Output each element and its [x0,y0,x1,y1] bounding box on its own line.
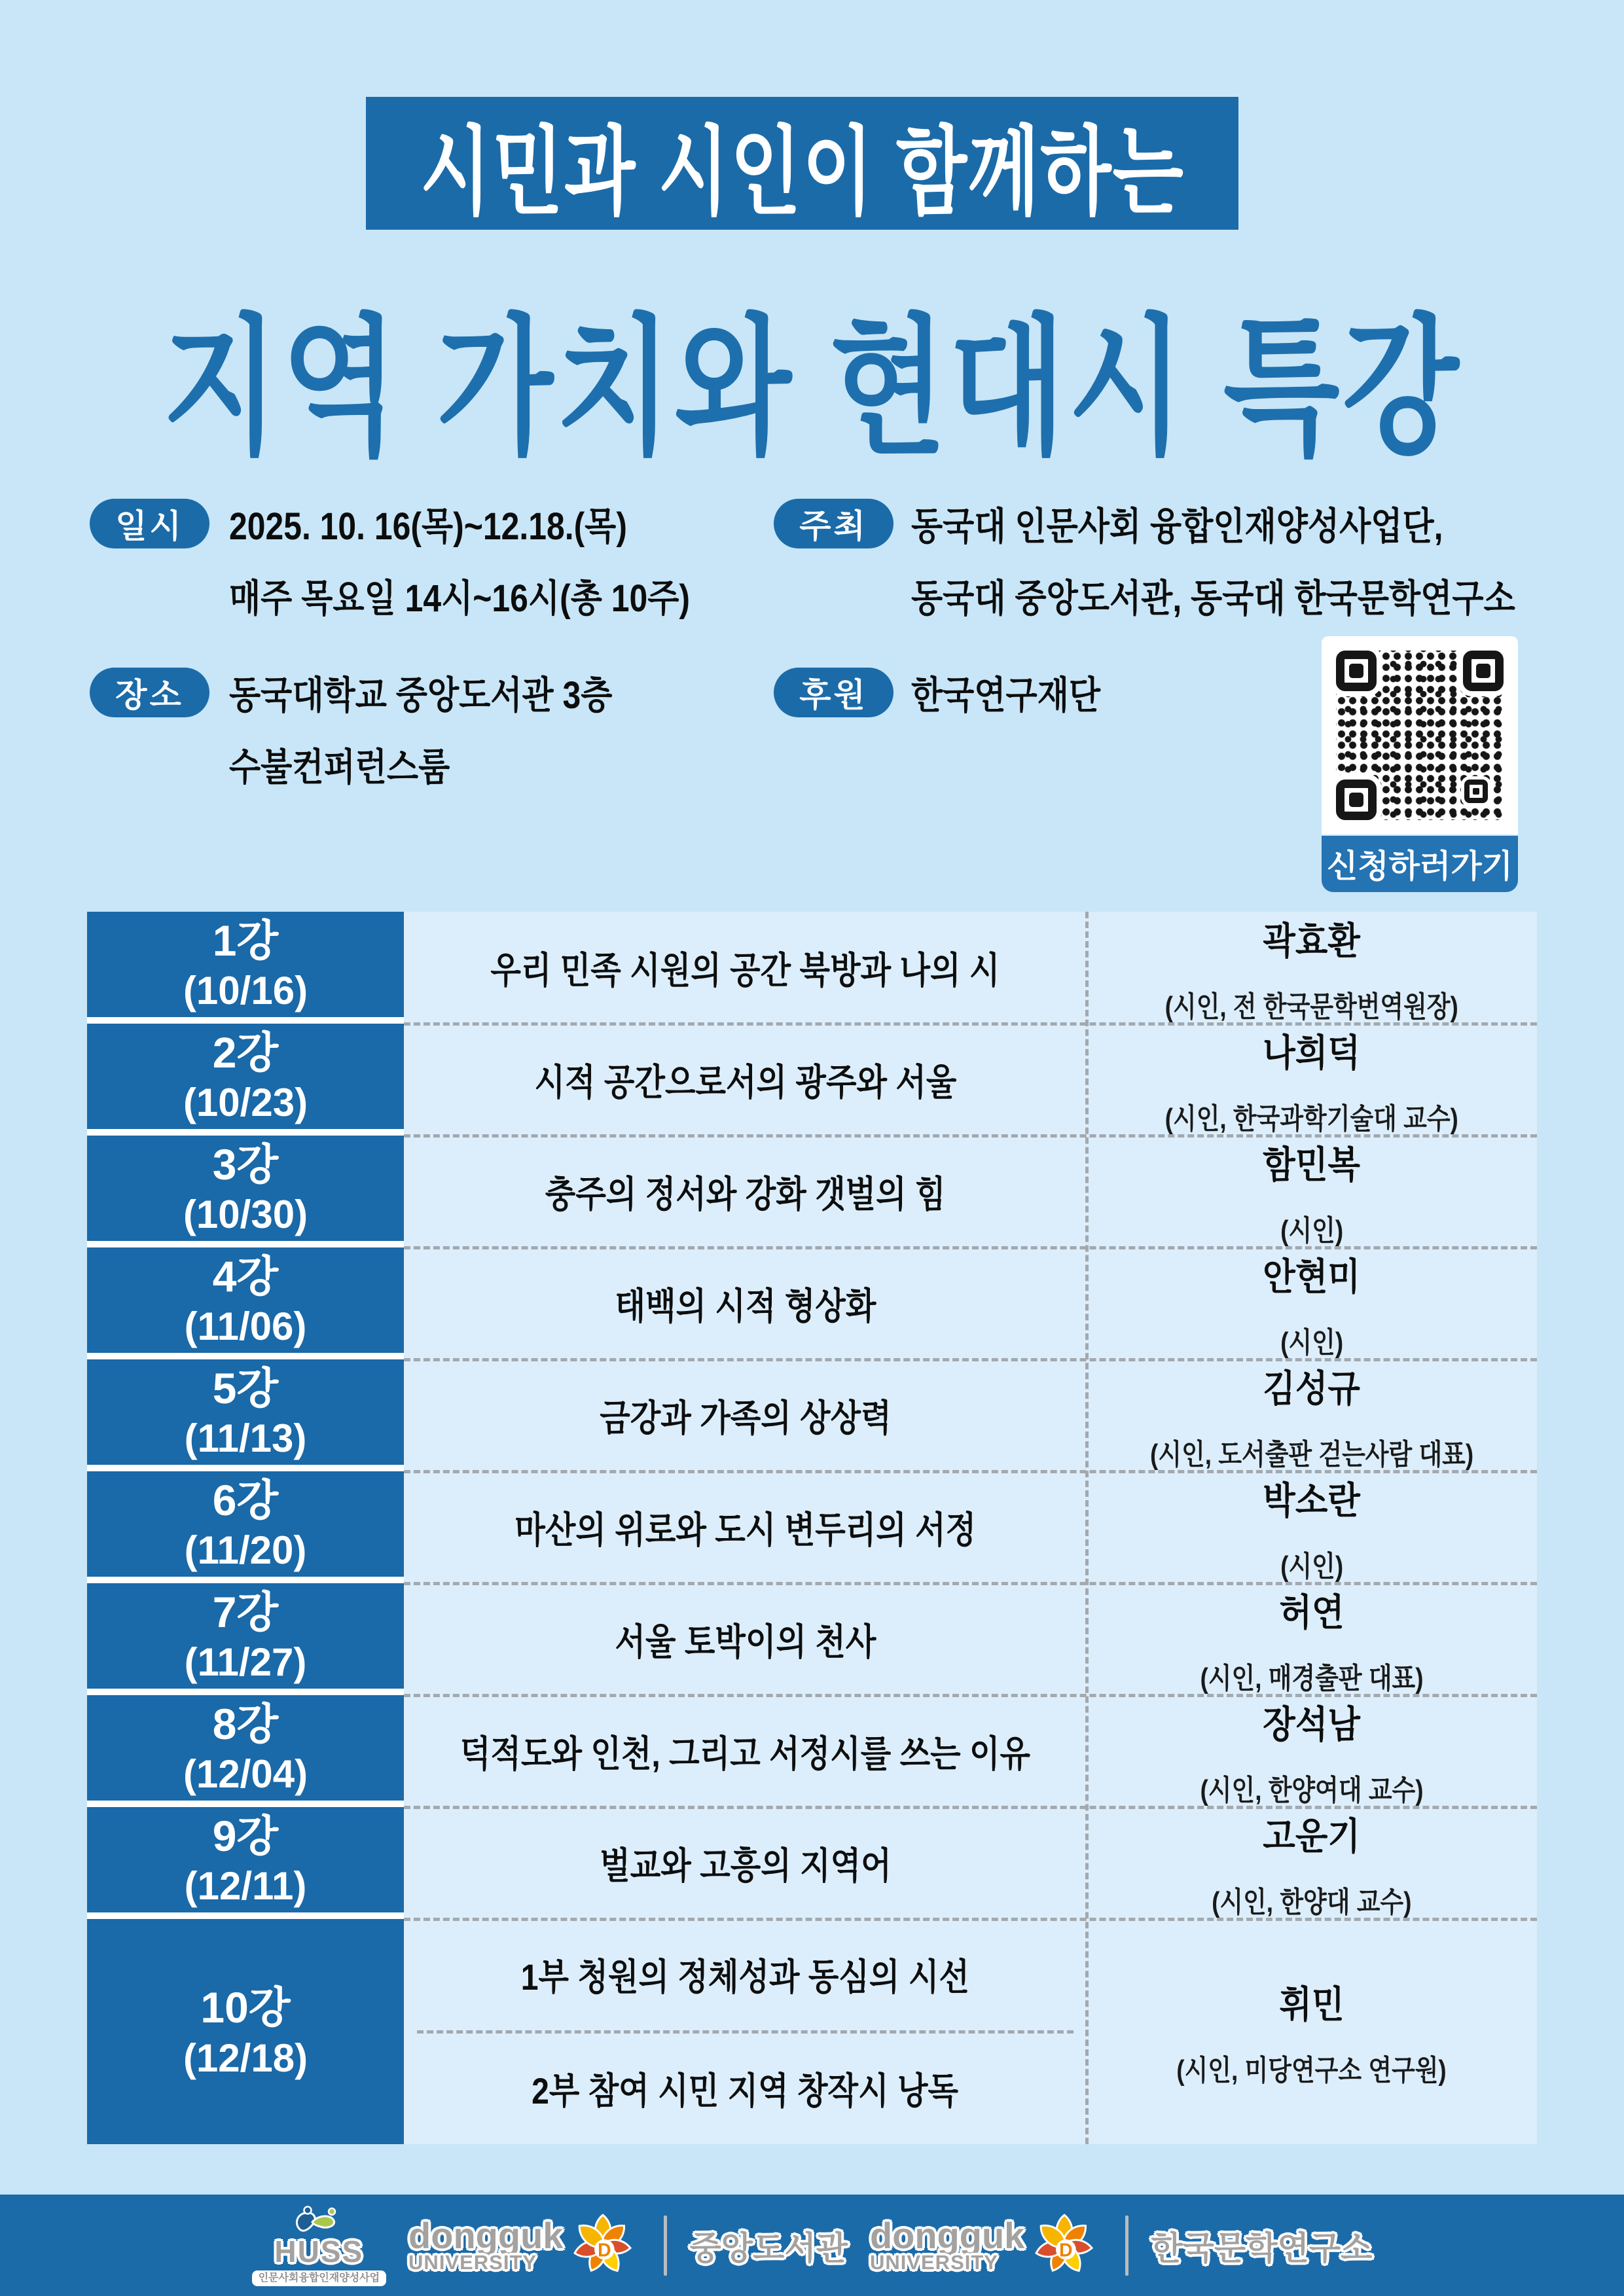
speaker-name: 김성규 [1263,1367,1361,1410]
speaker-cell [1087,1024,1537,1136]
datetime-text [229,491,765,635]
qr-alignment-mark [1464,780,1488,803]
session-date: (12/11) [184,1864,307,1909]
session-date: (11/27) [184,1640,307,1685]
speaker-affiliation: (시인, 도서출판 걷는사람 대표) [1149,1438,1474,1471]
svg-text:D: D [1059,2240,1073,2261]
topic-text: 충주의 정서와 강화 갯벌의 힘 [545,1173,946,1215]
speaker-name: 허연 [1279,1591,1344,1634]
footer-divider [1125,2215,1128,2276]
session-number: 7강 [212,1587,279,1636]
speaker-affiliation: (시인) [1280,1326,1344,1359]
venue-line-2: 수불컨퍼런스룸 [229,746,450,789]
speaker-cell [1087,1471,1537,1583]
topic-part-1 [404,1919,1087,2030]
topic-text: 마산의 위로와 도시 변두리의 서정 [514,1509,976,1551]
session-number: 1강 [212,916,279,965]
topic-text: 태백의 시적 형상화 [615,1285,876,1327]
row-separator [404,1134,1537,1138]
session-cell [87,1807,404,1919]
speaker-affiliation: (시인, 전 한국문학번역원장) [1164,990,1459,1023]
topic-cell [404,1247,1087,1359]
table-row [87,912,1537,1024]
speaker-affiliation: (시인, 한양대 교수) [1212,1886,1412,1918]
dongguk-university-logo [408,2207,641,2284]
table-row [87,1359,1537,1471]
huss-people-icon [291,2205,346,2239]
table-row [87,1583,1537,1695]
dongguk-logo-line2: UNIVERSITY [869,2251,998,2274]
page-title-text: 지역 가치와 현대시 특강 [162,304,1462,472]
institute-logo-text: 한국문학연구소 [1151,2229,1373,2267]
session-date: (12/04) [183,1752,308,1797]
speaker-affiliation: (시인, 한국과학기술대 교수) [1164,1102,1459,1135]
session-cell [87,1583,404,1695]
session-date: (10/30) [183,1193,308,1237]
huss-logo [252,2205,386,2286]
session-number: 8강 [212,1699,279,1748]
topic-cell [404,1359,1087,1471]
speaker-name: 휘민 [1279,1984,1344,2026]
qr-code-icon[interactable] [1322,636,1518,834]
session-date: (11/13) [184,1416,307,1461]
speaker-name: 박소란 [1263,1479,1361,1522]
footer-divider [664,2215,667,2276]
dongguk-flower-icon [564,2207,641,2284]
schedule-table [87,912,1537,2144]
huss-logo-subtext: 인문사회융합인재양성사업 [252,2270,386,2286]
qr-finder-bottom-left [1336,780,1377,820]
session-number: 4강 [212,1251,279,1300]
row-separator [404,1022,1537,1026]
apply-link-button[interactable]: 신청하러가기 [1322,836,1518,892]
footer-band [0,2195,1624,2296]
dongguk-logo-line2: UNIVERSITY [408,2251,537,2274]
row-separator [404,1470,1537,1473]
venue-badge [90,668,209,717]
session-number: 10강 [200,1983,291,2032]
table-row [87,1471,1537,1583]
session-number: 2강 [212,1028,279,1077]
speaker-name: 고운기 [1263,1815,1361,1857]
datetime-line-2: 매주 목요일 14시~16시(총 10주) [229,577,691,620]
sponsor-text [911,660,1131,732]
speaker-name: 곽효환 [1263,920,1361,962]
session-date: (12/18) [183,2036,308,2080]
speaker-cell [1087,1583,1537,1695]
row-separator [404,1582,1537,1585]
speaker-cell [1087,1247,1537,1359]
host-line-1: 동국대 인문사회 융합인재양성사업단, [911,505,1443,548]
topic-part-2 [404,2034,1087,2145]
qr-finder-top-right [1463,651,1504,691]
speaker-affiliation: (시인) [1280,1550,1344,1583]
row-separator [404,1806,1537,1809]
datetime-line-1: 2025. 10. 16(목)~12.18.(목) [229,505,627,548]
session-number: 3강 [212,1139,279,1189]
session-cell [87,1471,404,1583]
host-badge-label: 주최 [799,508,868,545]
topic-cell-split [404,1919,1087,2144]
huss-logo-text: HUSS [274,2234,364,2269]
banner-text: 시민과 시인이 함께하는 [420,118,1185,226]
speaker-name: 장석남 [1263,1703,1361,1746]
session-number: 5강 [212,1363,279,1412]
dongguk-university-logo [870,2207,1103,2284]
venue-text [229,660,675,804]
topic-text: 2부 참여 시민 지역 창작시 낭독 [532,2070,959,2112]
speaker-cell [1087,1695,1537,1807]
venue-line-1: 동국대학교 중앙도서관 3층 [229,674,613,717]
topic-text: 1부 청원의 정체성과 동심의 시선 [520,1956,970,1998]
session-date: (11/20) [184,1528,307,1573]
top-banner [366,97,1238,230]
table-row [87,1807,1537,1919]
session-number: 9강 [212,1811,279,1860]
session-cell [87,1024,404,1136]
datetime-badge [90,499,209,548]
speaker-cell [1087,1359,1537,1471]
table-row [87,1136,1537,1247]
row-separator [404,1246,1537,1249]
session-cell [87,1919,404,2144]
row-separator [404,1694,1537,1697]
topic-cell [404,1471,1087,1583]
speaker-affiliation: (시인, 미당연구소 연구원) [1176,2054,1447,2087]
session-date: (10/16) [183,969,308,1013]
session-date: (10/23) [183,1081,308,1125]
topic-text: 금강과 가족의 상상력 [599,1397,892,1439]
dongguk-logo-line1: dongguk [869,2215,1025,2257]
session-date: (11/06) [184,1304,307,1349]
topic-cell [404,912,1087,1024]
host-text [911,491,1614,635]
speaker-cell [1087,912,1537,1024]
topic-cell [404,1807,1087,1919]
session-cell [87,1247,404,1359]
session-cell [87,1695,404,1807]
topic-cell [404,1583,1087,1695]
library-logo-text: 중앙도서관 [689,2229,848,2267]
host-badge [774,499,893,548]
topic-text: 우리 민족 시원의 공간 북방과 나의 시 [490,949,1000,991]
venue-badge-label: 장소 [115,677,184,713]
table-row [87,1247,1537,1359]
topic-text: 벌교와 고흥의 지역어 [599,1844,892,1886]
table-row [87,1024,1537,1136]
speaker-name: 안현미 [1263,1255,1361,1298]
row-separator [404,1918,1537,1921]
speaker-cell [1087,1919,1537,2144]
session-cell [87,1359,404,1471]
qr-dot-matrix [1336,651,1504,820]
qr-finder-top-left [1336,651,1377,691]
table-row [87,1919,1537,2144]
dongguk-flower-icon [1026,2207,1103,2284]
sponsor-badge-label: 후원 [799,677,868,713]
speaker-affiliation: (시인, 매경출판 대표) [1200,1662,1424,1695]
topic-cell [404,1024,1087,1136]
session-number: 6강 [212,1475,279,1524]
datetime-badge-label: 일시 [115,508,184,545]
speaker-name: 함민복 [1263,1143,1361,1186]
row-separator [404,1358,1537,1361]
topic-text: 시적 공간으로서의 광주와 서울 [534,1061,956,1103]
topic-cell [404,1695,1087,1807]
table-row [87,1695,1537,1807]
column-divider [1085,912,1089,2144]
speaker-affiliation: (시인) [1280,1214,1344,1247]
session-cell [87,912,404,1024]
sponsor-badge [774,668,893,717]
topic-text: 덕적도와 인천, 그리고 서정시를 쓰는 이유 [460,1732,1031,1774]
session-cell [87,1136,404,1247]
host-line-2: 동국대 중앙도서관, 동국대 한국문학연구소 [911,577,1515,620]
speaker-cell [1087,1807,1537,1919]
speaker-affiliation: (시인, 한양여대 교수) [1200,1774,1424,1806]
speaker-name: 나희덕 [1263,1031,1361,1074]
sponsor-line-1: 한국연구재단 [911,674,1101,717]
speaker-cell [1087,1136,1537,1247]
dongguk-logo-line1: dongguk [408,2215,564,2257]
page-title [0,267,1624,472]
topic-text: 서울 토박이의 천사 [615,1621,876,1662]
topic-cell [404,1136,1087,1247]
svg-text:D: D [598,2240,612,2261]
